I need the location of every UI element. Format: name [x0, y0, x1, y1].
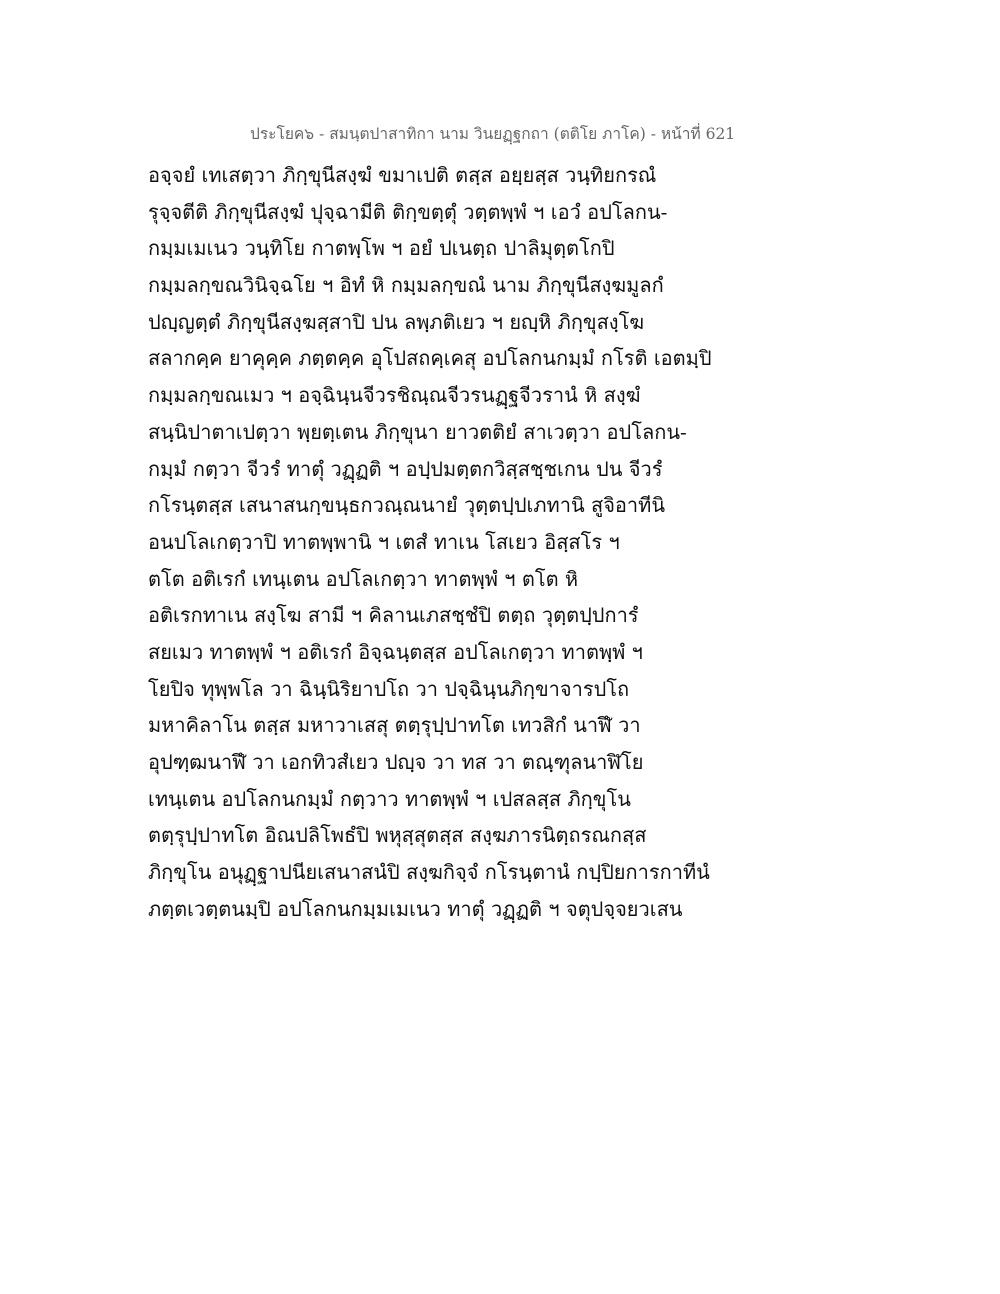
- text-line: สยเมว ทาตพฺพํ ฯ อติเรกํ อิจฺฉนฺตสฺส อปโลเกตฺวา ทาตพฺพํ ฯ: [148, 639, 643, 664]
- text-line: กมฺมเมเนว วนฺทิโย กาตพฺโพ ฯ อยํ ปเนตฺถ ปาลิมุตฺตโกปิ: [148, 236, 615, 261]
- text-line: สนฺนิปาตาเปตฺวา พฺยตฺเตน ภิกฺขุนา ยาวตติยํ สาเวตฺวา อปโลกน-: [148, 419, 687, 444]
- text-line: อติเรกทาเน สงฺโฆ สามี ฯ คิลานเภสชฺชํปิ ตตฺถ วุตฺตปฺปการํ: [148, 603, 639, 628]
- page-header: ประโยค๖ - สมนฺตปาสาทิกา นาม วินยฏฺฐกถา (ตติโย ภาโค) - หน้าที่ 621: [250, 125, 736, 143]
- text-line: อนปโลเกตฺวาปิ ทาตพฺพานิ ฯ เตสํ ทาเน โสเยว อิสฺสโร ฯ: [148, 529, 620, 554]
- text-line: โยปิจ ทุพฺพโล วา ฉินฺนิริยาปโถ วา ปจฺฉินฺนภิกฺขาจารปโถ: [148, 676, 630, 701]
- text-line: มหาคิลาโน ตสฺส มหาวาเสสุ ตตฺรุปฺปาทโต เทวสิกํ นาฬึ วา: [148, 713, 641, 738]
- text-line: ภิกฺขุโน อนุฏฺฐาปนียเสนาสนํปิ สงฺฆกิจฺจํ กโรนฺตานํ กปฺปิยการกาทีนํ: [148, 860, 710, 885]
- text-line: ปญฺญตฺตํ ภิกฺขุนีสงฺฆสฺสาปิ ปน ลพฺภติเยว ฯ ยญฺหิ ภิกฺขุสงฺโฆ: [148, 309, 645, 334]
- text-line: กโรนฺตสฺส เสนาสนกฺขนฺธกวณฺณนายํ วุตฺตปฺปเภทานิ สูจิอาทีนิ: [148, 493, 666, 518]
- text-line: ภตฺตเวตฺตนมฺปิ อปโลกนกมฺมเมเนว ทาตุํ วฏฺฏติ ฯ จตุปจฺจยวเสน: [148, 896, 683, 921]
- text-line: ตโต อติเรกํ เทนฺเตน อปโลเกตฺวา ทาตพฺพํ ฯ ตโต หิ: [148, 566, 579, 591]
- text-line: รุจฺจตีติ ภิกฺขุนีสงฺฆํ ปุจฺฉามีติ ติกฺขตฺตุํ วตฺตพฺพํ ฯ เอวํ อปโลกน-: [148, 199, 668, 224]
- text-line: อจฺจยํ เทเสตฺวา ภิกฺขุนีสงฺฆํ ขมาเปติ ตสฺส อยฺยสฺส วนฺทิยกรณํ: [148, 163, 657, 187]
- text-line: ตตฺรุปฺปาทโต อิณปลิโพธํปิ พหุสฺสุตสฺส สงฺฆภารนิตฺถรณกสฺส: [148, 823, 647, 848]
- text-line: อุปฑฺฒนาฬึ วา เอกทิวสํเยว ปญฺจ วา ทส วา ตณฺฑุลนาฬิโย: [148, 750, 644, 774]
- text-line: เทนฺเตน อปโลกนกมฺมํ กตฺวาว ทาตพฺพํ ฯ เปสลสฺส ภิกฺขุโน: [148, 786, 631, 811]
- text-line: กมฺมลกฺขณวินิจฺฉโย ฯ อิทํ หิ กมฺมลกฺขณํ นาม ภิกฺขุนีสงฺฆมูลกํ: [148, 273, 664, 298]
- text-line: สลากคฺค ยาคุคฺค ภตฺตคฺค อุโปสถคฺเคสุ อปโลกนกมฺมํ กโรติ เอตมฺปิ: [148, 346, 712, 371]
- text-line: กมฺมลกฺขณเมว ฯ อจฺฉินฺนจีวรชิณฺณจีวรนฏฺฐจีวรานํ หิ สงฺฆํ: [148, 383, 641, 408]
- body-text: [148, 160, 868, 930]
- text-line: กมฺมํ กตฺวา จีวรํ ทาตุํ วฏฺฏติ ฯ อปฺปมตฺตกวิสฺสชฺชเกน ปน จีวรํ: [148, 456, 663, 481]
